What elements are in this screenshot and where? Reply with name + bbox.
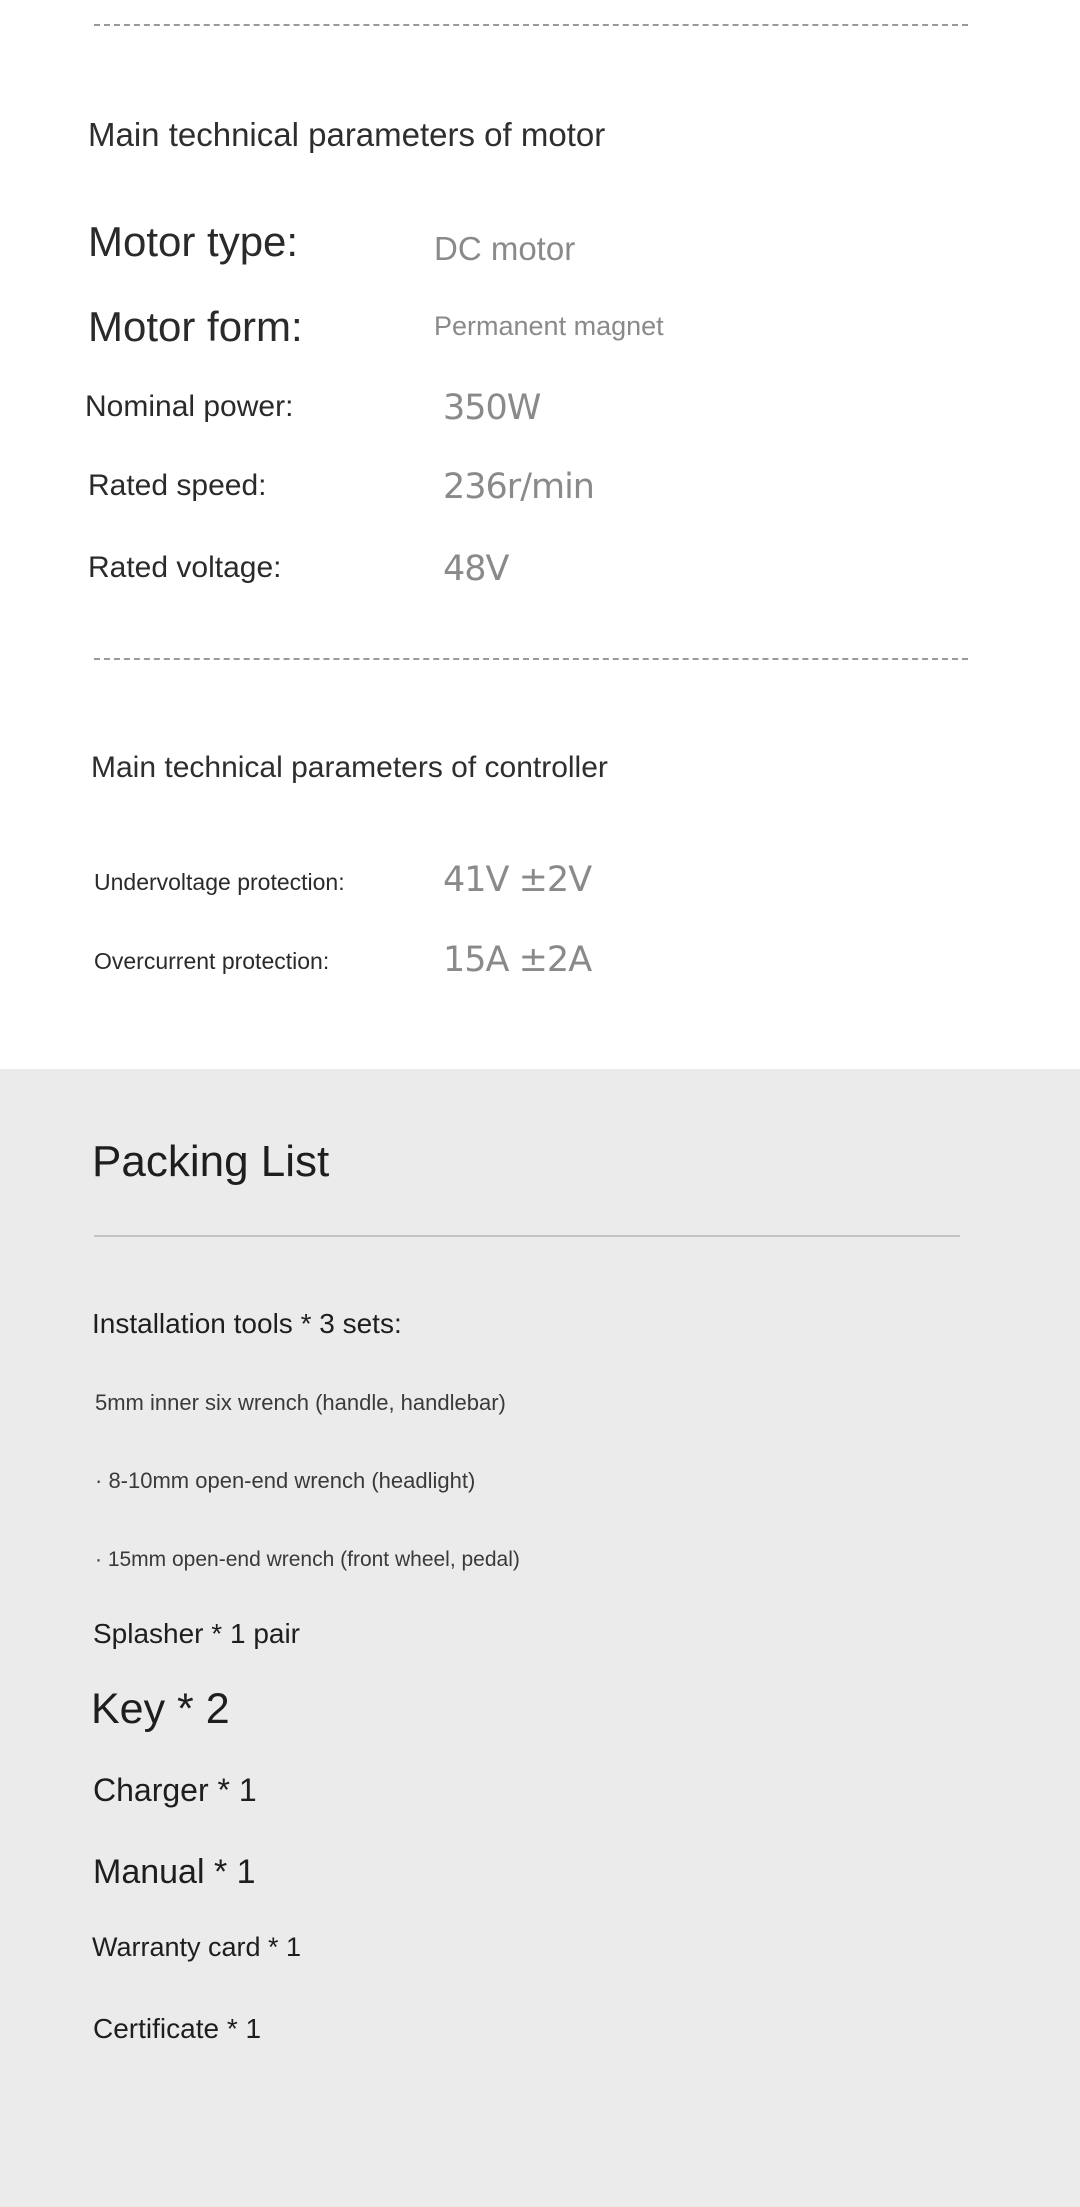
packing-list-divider: [94, 1235, 960, 1237]
motor-section-title: Main technical parameters of motor: [88, 116, 606, 153]
certificate-item: Certificate * 1: [93, 2013, 262, 2044]
motor-form-value: Permanent magnet: [434, 311, 664, 341]
overcurrent-value: 15A ±2A: [443, 940, 592, 980]
motor-type-value: DC motor: [434, 230, 576, 267]
charger-item: Charger * 1: [93, 1772, 257, 1808]
packing-list-title: Packing List: [92, 1137, 330, 1186]
manual-item: Manual * 1: [93, 1853, 256, 1891]
tool-item-2: · 8-10mm open-end wrench (headlight): [95, 1468, 476, 1493]
dashed-divider-middle: [94, 658, 968, 660]
rated-voltage-value: 48V: [443, 549, 509, 589]
controller-section-title: Main technical parameters of controller: [91, 751, 608, 784]
undervoltage-value: 41V ±2V: [443, 860, 592, 900]
installation-tools-item: Installation tools * 3 sets:: [92, 1308, 402, 1339]
nominal-power-label: Nominal power:: [85, 390, 294, 423]
undervoltage-label: Undervoltage protection:: [94, 869, 345, 895]
motor-form-label: Motor form:: [88, 303, 303, 350]
dashed-divider-top: [94, 24, 968, 26]
tool-item-3: · 15mm open-end wrench (front wheel, pedal): [95, 1548, 520, 1571]
warranty-card-item: Warranty card * 1: [92, 1932, 302, 1962]
overcurrent-label: Overcurrent protection:: [94, 948, 330, 974]
key-item: Key * 2: [91, 1685, 230, 1733]
nominal-power-value: 350W: [443, 388, 541, 428]
splasher-item: Splasher * 1 pair: [93, 1618, 301, 1649]
motor-type-label: Motor type:: [88, 218, 299, 265]
rated-voltage-label: Rated voltage:: [88, 551, 282, 584]
tool-item-1: 5mm inner six wrench (handle, handlebar): [95, 1390, 506, 1415]
rated-speed-value: 236r/min: [443, 467, 594, 507]
rated-speed-label: Rated speed:: [88, 469, 267, 502]
